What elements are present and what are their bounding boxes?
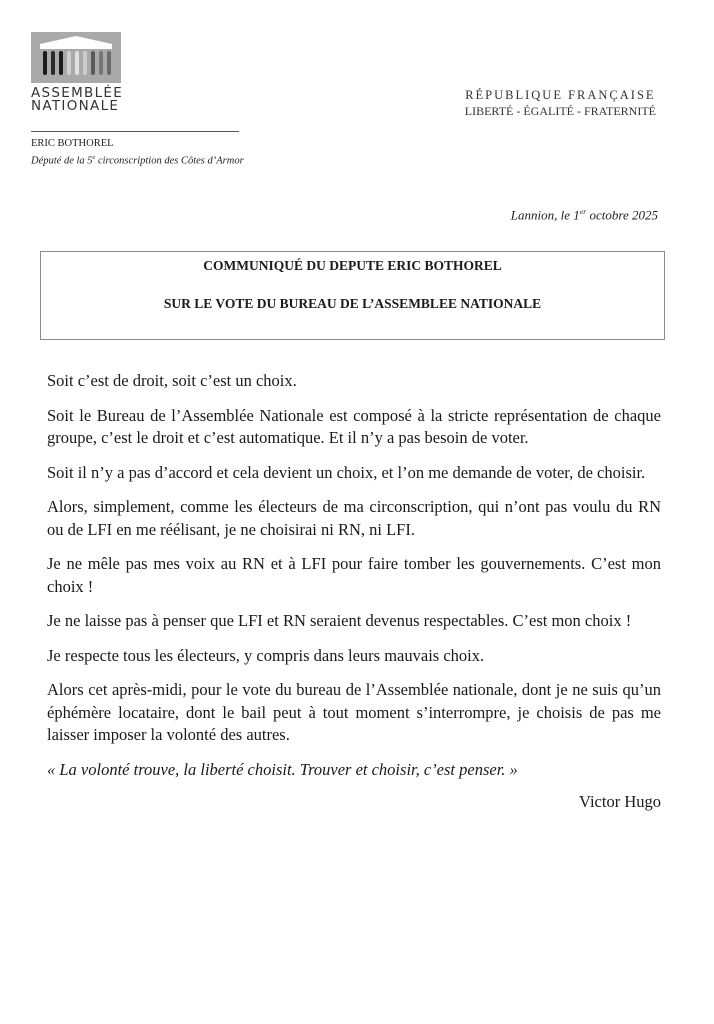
- logo-line-1: ASSEMBLÉE: [31, 85, 124, 101]
- document-date: [511, 207, 658, 223]
- column-shape: [99, 51, 103, 75]
- quote-author: Victor Hugo: [579, 792, 661, 811]
- pediment-shape: [40, 36, 112, 44]
- author-role-suffix: circonscription des Côtes d’Armor: [95, 155, 244, 167]
- title-line-1: COMMUNIQUÉ DU DEPUTE ERIC BOTHOREL: [203, 258, 502, 273]
- paragraph: Je ne mêle pas mes voix au RN et à LFI pour faire tomber les gouvernements. C’est mon choix !: [47, 554, 661, 596]
- author-role-prefix: Député de la 5: [31, 155, 93, 167]
- column-shape: [51, 51, 55, 75]
- logo-text: [31, 85, 124, 114]
- paragraph: Soit c’est de droit, soit c’est un choix.: [47, 371, 297, 390]
- column-shape: [107, 51, 111, 75]
- republique-header: [465, 88, 656, 119]
- author-role: [31, 154, 244, 167]
- paragraph: Je respecte tous les électeurs, y compris dans leurs mauvais choix.: [47, 645, 485, 665]
- paragraph: Alors, simplement, comme les électeurs de ma circonscription, qui n’ont pas voulu du RN ou de LFI en me réélisant, je ne choisirai ni RN, ni LFI.: [47, 497, 661, 539]
- column-shape: [91, 51, 95, 75]
- paragraph: Soit il n’y a pas d’accord et cela devient un choix, et l’on me demande de voter, de choisir.: [47, 462, 646, 482]
- paragraph: Soit le Bureau de l’Assemblée Nationale est composé à la stricte représentation de chaque groupe, c’est le droit et c’est automatique. Et il n’y a pas besoin de voter.: [47, 405, 661, 447]
- title-box: [40, 251, 665, 340]
- devise: LIBERTÉ - ÉGALITÉ - FRATERNITÉ: [464, 104, 656, 118]
- header-divider: [31, 131, 239, 132]
- paragraph: Alors cet après-midi, pour le vote du bureau de l’Assemblée nationale, dont je ne suis qu’un éphémère locataire, dont le bail peut à tout moment s’interrompre, je choisis de pas me laisser imposer la volonté des autres.: [47, 680, 661, 744]
- assemblee-nationale-logo: [31, 32, 124, 114]
- column-shape: [43, 51, 47, 75]
- logo-line-2: NATIONALE: [31, 98, 120, 114]
- title-line-2: SUR LE VOTE DU BUREAU DE L’ASSEMBLEE NATIONALE: [163, 296, 542, 311]
- column-shape: [67, 51, 71, 75]
- column-shape: [83, 51, 87, 75]
- architrave-shape: [40, 44, 112, 49]
- quote: « La volonté trouve, la liberté choisit. Trouver et choisir, c’est penser. »: [47, 759, 518, 779]
- columns: [43, 51, 111, 75]
- paragraph: Je ne laisse pas à penser que LFI et RN seraient devenus respectables. C’est mon choix !: [47, 611, 632, 630]
- column-shape: [75, 51, 79, 75]
- communique-body: [47, 370, 661, 826]
- date-sup: er: [579, 207, 587, 216]
- column-shape: [59, 51, 63, 75]
- assemblee-nationale-building-icon: [31, 32, 121, 83]
- republique-francaise: RÉPUBLIQUE FRANÇAISE: [465, 88, 656, 102]
- author-role-sup: e: [92, 154, 96, 161]
- author-name: ERIC BOTHOREL: [31, 138, 114, 149]
- date-suffix: octobre 2025: [586, 207, 658, 223]
- date-prefix: Lannion, le 1: [510, 207, 580, 223]
